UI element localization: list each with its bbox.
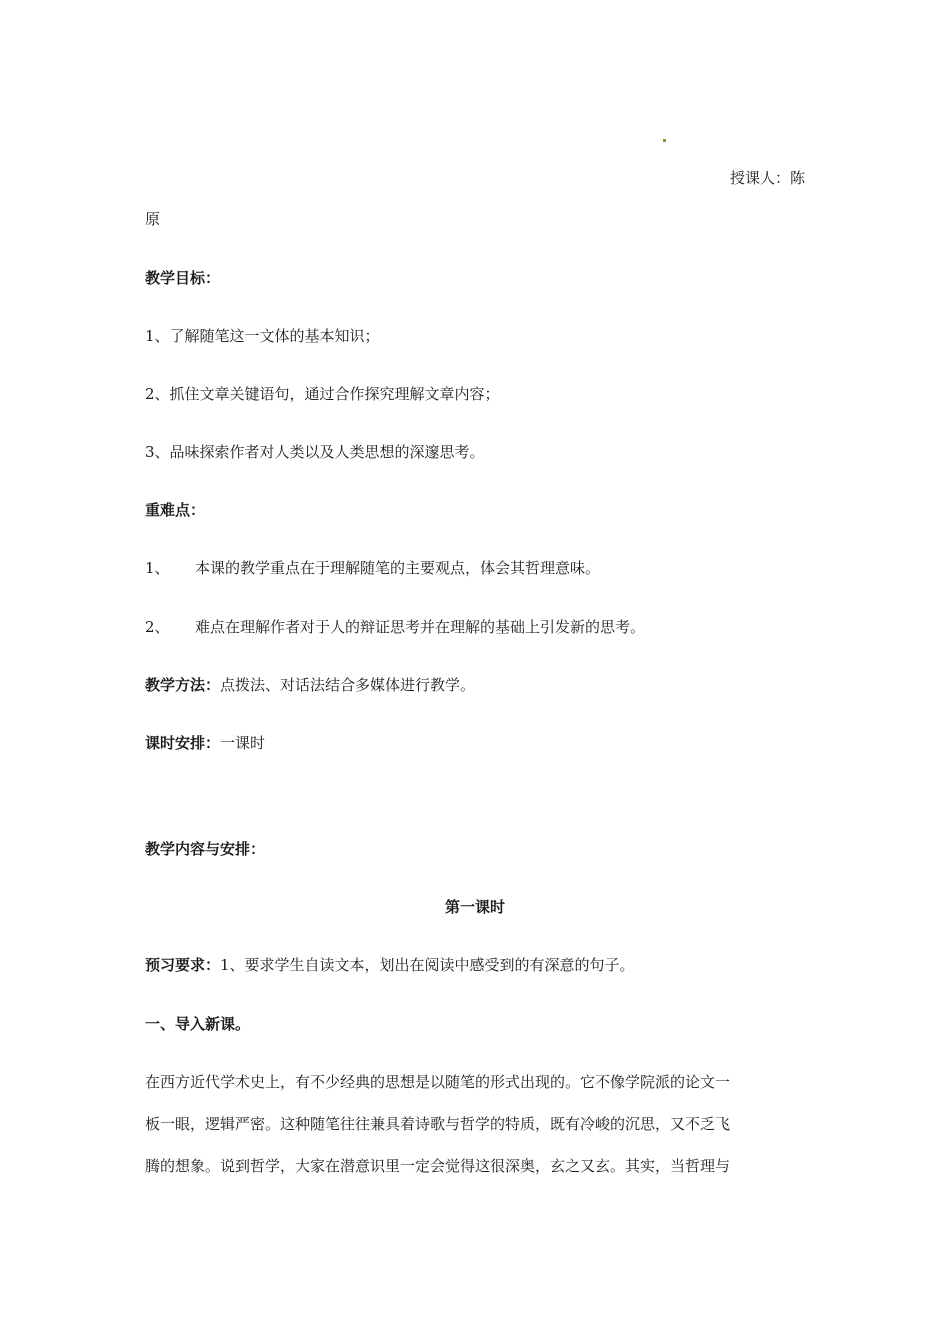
- intro-paragraph: [145, 1061, 800, 1187]
- key-point-number: 2、: [145, 618, 170, 636]
- key-point-text: 难点在理解作者对于人的辩证思考并在理解的基础上引发新的思考。: [195, 618, 646, 636]
- key-point-item: [145, 617, 805, 637]
- schedule-line: [145, 733, 805, 753]
- key-point-item: [145, 558, 805, 578]
- key-points-heading: 重难点：: [145, 501, 206, 519]
- method-line: [145, 675, 805, 695]
- preview-line: [145, 955, 805, 975]
- teacher-line: [145, 168, 805, 188]
- schedule-label: 课时安排：: [145, 734, 221, 752]
- method-value: 点拨法、对话法结合多媒体进行教学。: [220, 676, 476, 694]
- schedule-value: 一课时: [220, 734, 266, 752]
- objective-item: 1、了解随笔这一文体的基本知识；: [145, 327, 380, 345]
- content-heading: 教学内容与安排：: [145, 840, 266, 858]
- teacher-text: 授课人：陈: [729, 169, 805, 187]
- section1-heading: 一、导入新课。: [145, 1015, 251, 1033]
- paragraph-line: 在西方近代学术史上，有不少经典的思想是以随笔的形式出现的。它不像学院派的论文一: [145, 1073, 731, 1091]
- objective-item: 2、抓住文章关键语句，通过合作探究理解文章内容；: [145, 385, 500, 403]
- teacher-line-cont: 原: [145, 210, 161, 228]
- key-point-text: 本课的教学重点在于理解随笔的主要观点，体会其哲理意味。: [195, 559, 601, 577]
- lesson-title: 第一课时: [444, 898, 505, 916]
- objectives-heading: 教学目标：: [145, 269, 221, 287]
- key-point-number: 1、: [145, 559, 170, 577]
- paragraph-line: 腾的想象。说到哲学，大家在潜意识里一定会觉得这很深奥，玄之又玄。其实，当哲理与: [145, 1157, 731, 1175]
- objective-item: 3、品味探索作者对人类以及人类思想的深邃思考。: [145, 443, 485, 461]
- method-label: 教学方法：: [145, 676, 221, 694]
- preview-value: 1、要求学生自读文本，划出在阅读中感受到的有深意的句子。: [220, 956, 635, 974]
- preview-label: 预习要求：: [145, 956, 221, 974]
- decorative-dot: [663, 139, 666, 142]
- paragraph-line: 板一眼，逻辑严密。这种随笔往往兼具着诗歌与哲学的特质，既有冷峻的沉思，又不乏飞: [145, 1115, 731, 1133]
